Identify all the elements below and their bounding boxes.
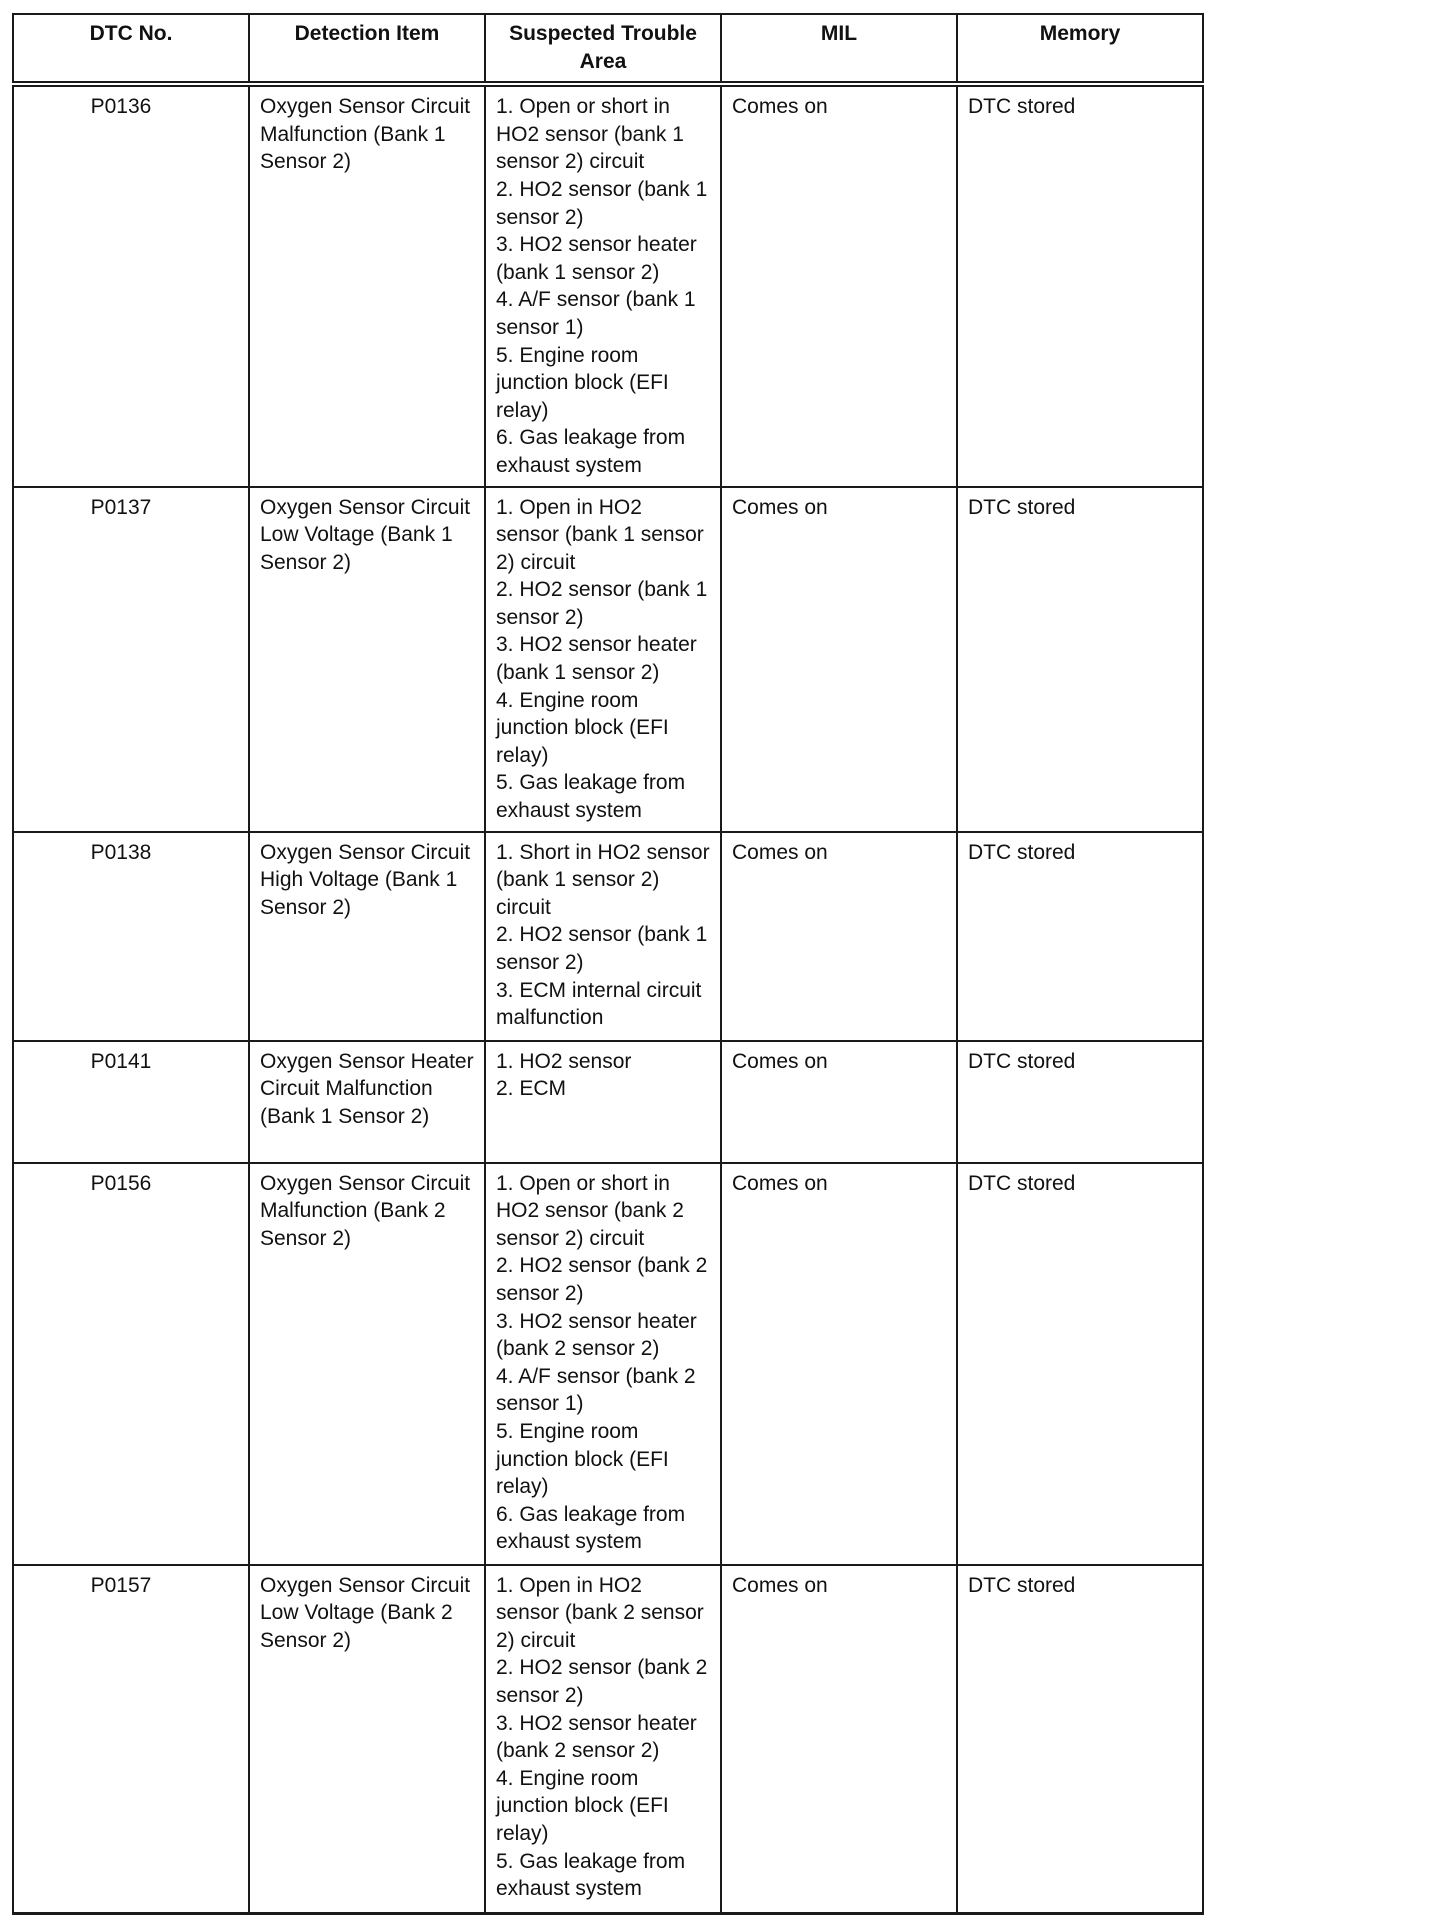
header-detection-item: Detection Item (249, 14, 485, 84)
trouble-area-item: 4. A/F sensor (bank 2 sensor 1) (496, 1364, 696, 1416)
detection-item-cell: Oxygen Sensor Circuit Low Voltage (Bank 2 Sensor 2) (249, 1565, 485, 1914)
trouble-area-item: 5. Gas leakage from exhaust system (496, 771, 686, 823)
trouble-area-item: 6. Gas leakage from exhaust system (496, 426, 686, 477)
table-row (13, 832, 1203, 1041)
detection-item-cell: Oxygen Sensor Heater Circuit Malfunction (Bank 1 Sensor 2) (249, 1041, 485, 1163)
trouble-area-cell (485, 1565, 721, 1914)
memory-cell: DTC stored (957, 84, 1203, 486)
memory-cell: DTC stored (957, 1041, 1203, 1163)
header-suspected-trouble-area: Suspected Trouble Area (485, 14, 721, 84)
mil-cell: Comes on (721, 832, 957, 1041)
memory-cell: DTC stored (957, 1565, 1203, 1914)
trouble-area-item: 2. HO2 sensor (bank 2 sensor 2) (496, 1254, 708, 1305)
trouble-area-item: 2. ECM (496, 1077, 567, 1101)
dtc-code-cell: P0137 (13, 487, 249, 832)
mil-cell: Comes on (721, 1041, 957, 1163)
detection-item-cell: Oxygen Sensor Circuit High Voltage (Bank 1 Sensor 2) (249, 832, 485, 1041)
table-row (13, 84, 1203, 486)
table-row (13, 487, 1203, 832)
detection-item-cell: Oxygen Sensor Circuit Low Voltage (Bank 1 Sensor 2) (249, 487, 485, 832)
header-mil: MIL (721, 14, 957, 84)
dtc-code-cell: P0156 (13, 1163, 249, 1565)
mil-cell: Comes on (721, 1163, 957, 1565)
trouble-area-item: 1. Open or short in HO2 sensor (bank 2 sensor 2) circuit (496, 1171, 684, 1250)
dtc-table (12, 13, 1204, 1915)
trouble-area-item: 1. HO2 sensor (496, 1049, 632, 1073)
trouble-area-item: 2. HO2 sensor (bank 2 sensor 2) (496, 1656, 708, 1707)
table-row (13, 1163, 1203, 1565)
table-row (13, 1041, 1203, 1163)
dtc-code-cell: P0138 (13, 832, 249, 1041)
dtc-code-cell: P0157 (13, 1565, 249, 1914)
trouble-area-cell (485, 84, 721, 486)
table-header (13, 14, 1203, 84)
trouble-area-cell (485, 487, 721, 832)
trouble-area-item: 3. ECM internal circuit malfunction (496, 978, 702, 1030)
trouble-area-item: 1. Short in HO2 sensor (bank 1 sensor 2) circuit (496, 840, 710, 919)
trouble-area-item: 2. HO2 sensor (bank 1 sensor 2) (496, 923, 708, 974)
trouble-area-item: 1. Open in HO2 sensor (bank 2 sensor 2) circuit (496, 1573, 704, 1652)
table-row (13, 1565, 1203, 1914)
mil-cell: Comes on (721, 1565, 957, 1914)
memory-cell: DTC stored (957, 487, 1203, 832)
detection-item-cell: Oxygen Sensor Circuit Malfunction (Bank 2 Sensor 2) (249, 1163, 485, 1565)
table-body (13, 84, 1203, 1913)
mil-cell: Comes on (721, 487, 957, 832)
trouble-area-item: 4. Engine room junction block (EFI relay) (496, 688, 669, 767)
mil-cell: Comes on (721, 84, 957, 486)
trouble-area-item: 3. HO2 sensor heater (bank 1 sensor 2) (496, 233, 697, 284)
trouble-area-item: 5. Gas leakage from exhaust system (496, 1849, 686, 1901)
trouble-area-item: 4. Engine room junction block (EFI relay) (496, 1766, 669, 1845)
memory-cell: DTC stored (957, 832, 1203, 1041)
trouble-area-item: 5. Engine room junction block (EFI relay) (496, 343, 669, 422)
header-dtc-no: DTC No. (13, 14, 249, 84)
trouble-area-item: 3. HO2 sensor heater (bank 1 sensor 2) (496, 633, 697, 685)
header-row (13, 14, 1203, 84)
trouble-area-item: 2. HO2 sensor (bank 1 sensor 2) (496, 177, 708, 229)
trouble-area-item: 3. HO2 sensor heater (bank 2 sensor 2) (496, 1309, 697, 1361)
memory-cell: DTC stored (957, 1163, 1203, 1565)
header-memory: Memory (957, 14, 1203, 84)
trouble-area-item: 4. A/F sensor (bank 1 sensor 1) (496, 288, 696, 339)
trouble-area-item: 3. HO2 sensor heater (bank 2 sensor 2) (496, 1711, 697, 1763)
trouble-area-item: 5. Engine room junction block (EFI relay) (496, 1419, 669, 1499)
trouble-area-cell (485, 832, 721, 1041)
dtc-code-cell: P0141 (13, 1041, 249, 1163)
dtc-code-cell: P0136 (13, 84, 249, 486)
trouble-area-cell (485, 1163, 721, 1565)
trouble-area-item: 2. HO2 sensor (bank 1 sensor 2) (496, 578, 708, 629)
trouble-area-item: 6. Gas leakage from exhaust system (496, 1502, 686, 1554)
detection-item-cell: Oxygen Sensor Circuit Malfunction (Bank 1 Sensor 2) (249, 84, 485, 486)
trouble-area-cell (485, 1041, 721, 1163)
trouble-area-item: 1. Open in HO2 sensor (bank 1 sensor 2) circuit (496, 495, 704, 574)
trouble-area-item: 1. Open or short in HO2 sensor (bank 1 sensor 2) circuit (496, 95, 684, 174)
